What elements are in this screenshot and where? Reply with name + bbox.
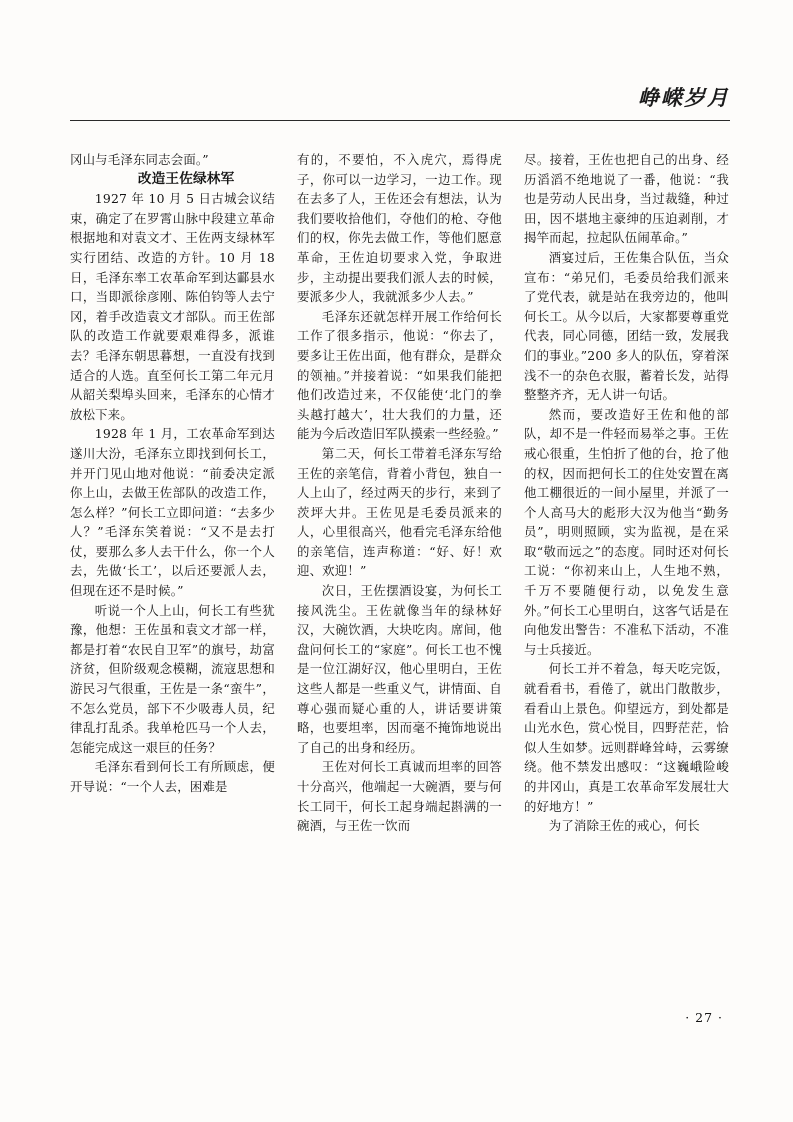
journal-title: 峥嵘岁月 [638,85,730,110]
paragraph: 有的，不要怕，不入虎穴，焉得虎子，你可以一边学习，一边工作。现在去多了人，王佐还会有想法，认为我们要收拾他们，夺他们的枪、夺他们的权，你先去做工作，等他们愿意革命，王佐迫切要求入党，争取进步，主动提出要我们派人去的时候，要派多少人，我就派多少人去。” [297,152,502,305]
paragraph: 王佐对何长工真诚而坦率的回答十分高兴，他端起一大碗酒，要与何长工同干，何长工起身端起斟满的一碗酒，与王佐一饮而 [297,759,502,834]
section-heading: 改造王佐绿林军 [137,170,235,187]
paragraph: 次日，王佐摆酒设宴，为何长工接风洗尘。王佐就像当年的绿林好汉，大碗饮酒，大块吃肉。席间，他盘问何长工的“家庭”。何长工也不愧是一位江湖好汉，他心里明白，王佐这些人都是一些重义气，讲情面、自尊心强而疑心重的人，讲话要讲策略，也要坦率，因而毫不掩饰地说出了自己的出身和经历。 [297,583,502,755]
paragraph: 然而，要改造好王佐和他的部队，却不是一件轻而易举之事。王佐戒心很重，生怕折了他的台，抢了他的权，因而把何长工的住处安置在离他工棚很近的一间小屋里，并派了一个人高马大的彪形大汉为他当“勤务员”，明则照顾，实为监视，是在采取“敬而远之”的态度。同时还对何长工说：“你初来山上，人生地不熟，千万不要随便行动，以免发生意外。”何长工心里明白，这客气话是在向他发出警告：不准私下活动，不准与士兵接近。 [524,406,729,657]
paragraph: 1927 年 10 月 5 日古城会议结束，确定了在罗霄山脉中段建立革命根据地和对袁文才、王佐两支绿林军实行团结、改造的方针。10 月 18 日，毛泽东率工农革命军到达酃县水口，当即派徐彦刚、陈伯钧等人去宁冈，着手改造袁文才部队。而王佐部队的改造工作就要艰难得多，派谁去？毛泽东朝思暮想，一直没有找到适合的人选。直至何长工第二年元月从韶关梨埠头回来，毛泽东的心情才放松下来。 [70,191,275,422]
paragraph: 毛泽东看到何长工有所顾虑，便开导说：“一个人去，困难是 [70,759,275,794]
page-header [70,82,730,132]
paragraph: 酒宴过后，王佐集合队伍，当众宣布：“弟兄们，毛委员给我们派来了党代表，就是站在我旁边的，他叫何长工。从今以后，大家都要尊重党代表，同心同德，团结一致，发展我们的事业。”200 多人的队伍，穿着深浅不一的杂色衣服，蓄着长发，站得整整齐齐，无人讲一句话。 [524,249,729,403]
column-left [70,150,275,1030]
article-columns [70,150,730,1030]
paragraph: 毛泽东还就怎样开展工作给何长工作了很多指示，他说：“你去了，要多让王佐出面，他有群众，是群众的领袖。”并接着说：“如果我们能把他们改造过来，不仅能使‘北门的拳头越打越大’，壮大我们的力量，还能为今后改造旧军队摸索一些经验。” [297,308,502,442]
paragraph: 1928 年 1 月，工农革命军到达遂川大汾，毛泽东立即找到何长工，并开门见山地对他说：“前委决定派你上山，去做王佐部队的改造工作，怎么样？”何长工立即问道：“去多少人？”毛泽东笑着说：“又不是去打仗，要那么多人去干什么，你一个人去，先做‘长工’，以后还要派人去，但现在还不是时候。” [70,426,275,599]
header-divider [70,120,730,121]
column-middle [297,150,502,1030]
paragraph: 为了消除王佐的戒心，何长 [548,818,700,834]
paragraph: 何长工并不着急，每天吃完饭，就看看书，看倦了，就出门散散步，看看山上景色。仰望远方，到处都是山光水色，赏心悦目，四野茫茫，恰似人生如梦。远则群峰耸峙，云雾缭绕。他不禁发出感叹：“这巍峨险峻的井冈山，真是工农革命军发展壮大的好地方！” [524,661,729,814]
column-right [524,150,729,1030]
paragraph: 尽。接着，王佐也把自己的出身、经历滔滔不绝地说了一番，他说：“我也是劳动人民出身，当过裁缝，种过田，因不堪地主豪绅的压迫剥削，才揭竿而起，拉起队伍闹革命。” [524,152,729,246]
paragraph: 第二天，何长工带着毛泽东写给王佐的亲笔信，背着小背包，独自一人上山了，经过两天的步行，来到了茨坪大井。王佐见是毛委员派来的人，心里很高兴，他看完毛泽东给他的亲笔信，连声称道：“好、好！欢迎、欢迎！” [297,445,502,579]
paragraph: 冈山与毛泽东同志会面。” [70,152,209,167]
paragraph: 听说一个人上山，何长工有些犹豫，他想：王佐虽和袁文才部一样，都是打着“农民自卫军”的旗号，劫富济贫，但阶级观念模糊，流寇思想和游民习气很重，王佐是一条“蛮牛”，不怎么党员，部下不少吸毒人员，纪律乱打乱杀。我单枪匹马一个人去，怎能完成这一艰巨的任务？ [70,602,275,755]
page-number: · 27 · [685,1010,723,1025]
